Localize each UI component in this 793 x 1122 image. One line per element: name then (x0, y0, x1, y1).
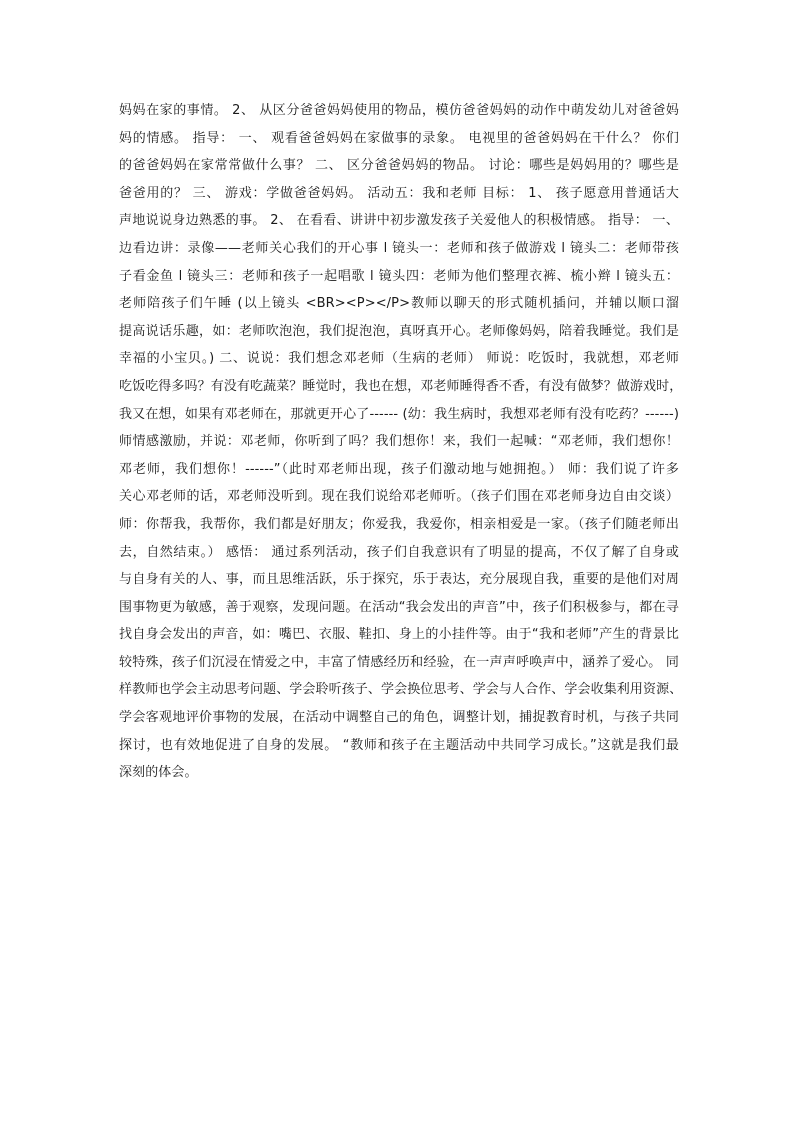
text-line: 声地说说身边熟悉的事。 2、 在看看、讲讲中初步激发孩子关爱他人的积极情感。 指导： 一、 (119, 213, 679, 229)
text-line: 边看边讲：录像——老师关心我们的开心事 l 镜头一：老师和孩子做游戏 l 镜头二：老师带孩 (119, 240, 679, 256)
text-line: 师：你帮我，我帮你，我们都是好朋友；你爱我，我爱你，相亲相爱是一家。（孩子们随老师出 (119, 516, 679, 532)
text-line: 师情感激励，并说：邓老师，你听到了吗？我们想你！来，我们一起喊：“邓老师，我们想你！ (119, 434, 679, 450)
text-line: 我又在想，如果有邓老师在，那就更开心了------ (幼：我生病时，我想邓老师有没有吃药？------) (119, 406, 679, 422)
text-line: 吃饭吃得多吗？有没有吃蔬菜？睡觉时，我也在想，邓老师睡得香不香，有没有做梦？做游戏时， (119, 378, 683, 394)
text-line: 子看金鱼 l 镜头三：老师和孩子一起唱歌 l 镜头四：老师为他们整理衣裤、梳小辫 l 镜头五： (119, 268, 679, 284)
text-line: 妈的情感。 指导： 一、 观看爸爸妈妈在家做事的录象。 电视里的爸爸妈妈在干什么？ 你们 (119, 130, 679, 146)
text-line: 围事物更为敏感，善于观察，发现问题。在活动“我会发出的声音”中，孩子们积极参与，都在寻 (119, 599, 679, 615)
text-line: 探讨，也有效地促进了自身的发展。 “教师和孩子在主题活动中共同学习成长。”这就是我们最 (119, 737, 679, 753)
text-line: 样教师也学会主动思考问题、学会聆听孩子、学会换位思考、学会与人合作、学会收集利用资源、 (119, 682, 683, 698)
text-line: 幸福的小宝贝。) 二、说说：我们想念邓老师（生病的老师） 师说：吃饭时，我就想，邓老师 (119, 351, 679, 367)
text-line: 去，自然结束。） 感悟： 通过系列活动，孩子们自我意识有了明显的提高，不仅了解了自身或 (119, 544, 679, 560)
text-line: 学会客观地评价事物的发展，在活动中调整自己的角色，调整计划，捕捉教育时机，与孩子共同 (119, 710, 679, 726)
body-text (119, 97, 683, 787)
text-line: 与自身有关的人、事，而且思维活跃，乐于探究，乐于表达，充分展现自我，重要的是他们对周 (119, 572, 679, 588)
text-line: 老师陪孩子们午睡 (以上镜头 <BR><P></P>教师以聊天的形式随机插问，并辅以顺口溜 (119, 296, 679, 312)
text-line: 的爸爸妈妈在家常常做什么事？ 二、 区分爸爸妈妈的物品。 讨论：哪些是妈妈用的？哪些是 (119, 158, 679, 174)
text-line: 妈妈在家的事情。 2、 从区分爸爸妈妈使用的物品，模仿爸爸妈妈的动作中萌发幼儿对爸爸妈 (119, 103, 679, 118)
text-line: 邓老师，我们想你！------”（此时邓老师出现，孩子们激动地与她拥抱。） 师：我们说了许多 (119, 461, 679, 477)
text-line: 深刻的体会。 (119, 765, 198, 781)
text-line: 爸爸用的？ 三、 游戏：学做爸爸妈妈。 活动五：我和老师 目标： 1、 孩子愿意用普通话大 (119, 185, 679, 201)
text-line: 较特殊，孩子们沉浸在情爱之中，丰富了情感经历和经验，在一声声呼唤声中，涵养了爱心。 同 (119, 654, 679, 670)
text-line: 找自身会发出的声音，如：嘴巴、衣服、鞋扣、身上的小挂件等。由于“我和老师”产生的背景比 (119, 627, 679, 643)
text-line: 关心邓老师的话，邓老师没听到。现在我们说给邓老师听。（孩子们围在邓老师身边自由交谈） (119, 489, 679, 505)
text-line: 提高说话乐趣，如：老师吹泡泡，我们捉泡泡，真呀真开心。老师像妈妈，陪着我睡觉。我们是 (119, 323, 679, 339)
